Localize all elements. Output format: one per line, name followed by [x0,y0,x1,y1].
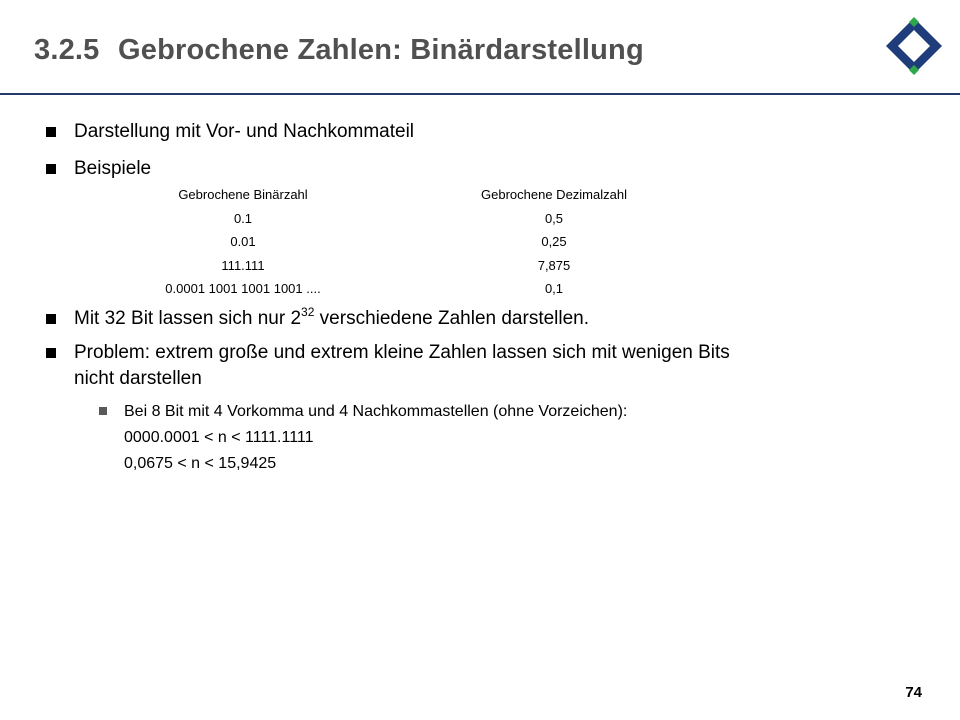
table-cell-decimal: 7,875 [537,258,571,273]
sub-bullet-text: 0000.0001 < n < 1111.1111 [124,429,314,446]
page-number: 74 [905,684,922,701]
exponent: 32 [301,305,315,319]
bullet-text-part: verschiedene Zahlen darstellen. [314,308,590,329]
bullet-marker [46,127,56,137]
table-header-binary: Gebrochene Binärzahl [178,187,308,202]
table-cell-decimal: 0,25 [541,234,567,249]
bullet-marker [46,348,56,358]
table-cell-binary: 0.1 [233,211,253,226]
bullet-text: Problem: extrem große und extrem kleine Zahlen lassen sich mit wenigen Bits [74,342,730,363]
bullet-text-continuation: nicht darstellen [74,368,202,389]
table-cell-decimal: 0,5 [544,211,564,226]
title-divider [0,93,960,95]
sub-bullet-text: 0,0675 < n < 15,9425 [124,455,277,472]
sub-bullet-text: Bei 8 Bit mit 4 Vorkomma und 4 Nachkommastellen (ohne Vorzeichen): [124,403,628,420]
bullet-marker [46,314,56,324]
table-cell-binary: 0.0001 1001 1001 1001 .... [165,281,321,296]
slide-title [34,34,644,67]
table-header-decimal: Gebrochene Dezimalzahl [481,187,627,202]
bullet-marker [46,164,56,174]
bullet-text: Darstellung mit Vor- und Nachkommateil [74,121,415,142]
table-cell-decimal: 0,1 [544,281,564,296]
section-number: 3.2.5 [34,34,100,66]
sub-bullet-marker [99,407,107,415]
bullet-text [74,306,589,332]
title-text: Gebrochene Zahlen: Binärdarstellung [118,34,644,66]
bullet-text: Beispiele [74,158,152,179]
table-cell-binary: 111.111 [221,258,265,273]
table-cell-binary: 0.01 [230,234,256,249]
bullet-text-part: Mit 32 Bit lassen sich nur 2 [74,308,302,329]
logo-icon [884,16,944,76]
